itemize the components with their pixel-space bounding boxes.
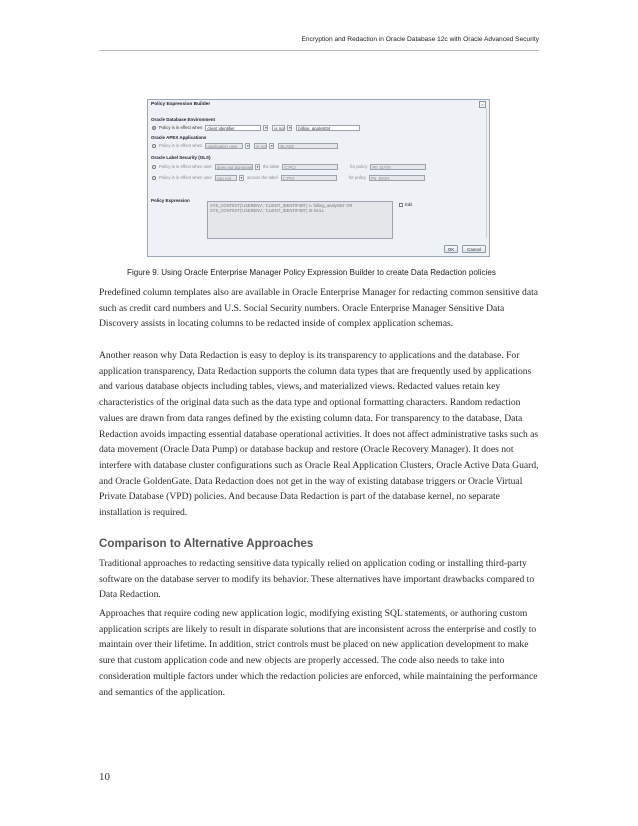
row3-label: Policy is in effect when user: [159, 164, 212, 169]
radio-application-user[interactable]: [152, 144, 156, 148]
row1-value-input[interactable]: billing_analyst04: [296, 125, 360, 131]
row-ols-dominate: [152, 163, 428, 170]
row3-operator-select[interactable]: does not dominate: [216, 164, 253, 170]
policy-expression-textarea[interactable]: [207, 201, 393, 239]
radio-ols-dominate[interactable]: [152, 165, 156, 169]
section-apex: Oracle APEX Applications: [151, 135, 207, 140]
chevron-down-icon[interactable]: ▾: [271, 143, 273, 148]
cancel-button[interactable]: Cancel: [462, 245, 486, 253]
chevron-down-icon[interactable]: ▾: [240, 175, 243, 180]
figure-caption: Figure 9. Using Oracle Enterprise Manager Policy Expression Builder to create Data Redaction policies: [127, 268, 496, 277]
row-client-identifier: [152, 124, 362, 131]
row3-label-text: the label: [262, 164, 280, 169]
expression-line-1: SYS_CONTEXT('USERENV', 'CLIENT_IDENTIFIER') != 'billing_analyst04' OR: [210, 203, 353, 208]
row4-label: Policy is in effect when user: [159, 175, 212, 180]
paragraph-coding-approaches: Approaches that require coding new application logic, modifying existing SQL statements, or authoring custom application scripts are likely to result in disparate solutions that are inconsistent across the enterprise and costly to maintain over their lifetime. In addition, strict controls must be placed on new application development to make sure that custom application code and new objects are properly accessed. The code also needs to take into consideration multiple factors under which the redaction policies are enforced, while maintaining the performance and semantics of the application.: [99, 608, 538, 698]
row3-policy-text: for policy: [350, 164, 368, 169]
paragraph-templates: Predefined column templates also are available in Oracle Enterprise Manager for redacting common sensitive data such as credit card numbers and U.S. Social Security numbers. Oracle Enterprise Manager Sensitive Data Discovery assists in locating columns to be redacted inside of complex application schemas.: [99, 287, 539, 330]
running-header: Encryption and Redaction in Oracle Database 12c with Oracle Advanced Security: [301, 36, 539, 43]
row1-label: Policy is in effect when: [159, 125, 203, 130]
row3-label-input[interactable]: C:PCI: [282, 164, 338, 170]
row1-operator-select[interactable]: is not: [274, 125, 285, 131]
radio-ols-access[interactable]: [152, 176, 156, 180]
row2-operator-select[interactable]: is not: [256, 143, 267, 149]
row2-field-select[interactable]: application user: [205, 143, 243, 149]
chevron-down-icon[interactable]: ▾: [265, 125, 267, 130]
ok-button[interactable]: OK: [444, 245, 458, 253]
paragraph-traditional: Traditional approaches to redacting sensitive data typically relied on application coding or installing third-party software on the database server to modify its behavior. These alternatives have important drawbacks compared to Data Redaction.: [99, 558, 535, 601]
policy-expression-builder-screenshot: [147, 99, 490, 257]
section-ols: Oracle Label Security (OLS): [151, 155, 211, 160]
paragraph-transparency: Another reason why Data Redaction is easy to deploy is its transparency to applications and the database. For application transparency, Data Redaction supports the column data types that are frequently used by applications and various database objects including tables, views, and materialized views. Redacted values retain key characteristics of the original data such as the data type and optional formatting characters. Random redaction values are drawn from data ranges defined by the existing column data. For transparency to the database, Data Redaction avoids impacting essential database operational activities. It does not affect administrative tasks such as data movement (Oracle Data Pump) or database backup and restore (Oracle Recovery Manager). It does not interfere with database cluster configurations such as Oracle Real Application Clusters, Oracle Active Data Guard, and Oracle GoldenGate. Data Redaction does not get in the way of existing database triggers or Oracle Virtual Private Database (VPD) policies. And because Data Redaction is part of the database kernel, no separate installation is required.: [99, 350, 539, 519]
edit-checkbox-group: [399, 202, 412, 207]
row4-access-text: access the label: [246, 175, 278, 180]
dialog-title: Policy Expression Builder: [151, 102, 211, 107]
edit-checkbox[interactable]: [399, 203, 403, 207]
header-rule: [99, 50, 539, 51]
section-db-environment: Oracle Database Environment: [151, 117, 216, 122]
row2-label: Policy is in effect when: [159, 143, 203, 148]
row4-policy-text: for policy: [348, 175, 366, 180]
chevron-down-icon[interactable]: ▾: [247, 143, 249, 148]
expression-line-2: SYS_CONTEXT('USERENV', 'CLIENT_IDENTIFIER') IS NULL: [210, 208, 325, 213]
section-heading: Comparison to Alternative Approaches: [99, 537, 314, 550]
row4-operator-select[interactable]: can not: [215, 175, 237, 181]
close-icon[interactable]: ×: [479, 101, 486, 108]
row4-label-input[interactable]: C:PCI: [281, 175, 337, 181]
row-application-user: [152, 142, 340, 149]
scrollbar-track: [486, 108, 487, 238]
edit-label: Edit: [405, 202, 413, 207]
section-policy-expression: Policy Expression: [151, 198, 190, 203]
page-number: 10: [99, 771, 110, 783]
radio-client-identifier[interactable]: [152, 126, 156, 130]
row1-field-select[interactable]: client identifier: [205, 125, 261, 131]
row-ols-access: [152, 174, 427, 181]
row4-policy-input[interactable]: PII_DATA: [369, 175, 425, 181]
row2-value-input[interactable]: BLAKE: [278, 143, 338, 149]
chevron-down-icon[interactable]: ▾: [289, 125, 291, 130]
chevron-down-icon[interactable]: ▾: [256, 164, 259, 169]
row3-policy-input[interactable]: PII_DATA: [370, 164, 426, 170]
